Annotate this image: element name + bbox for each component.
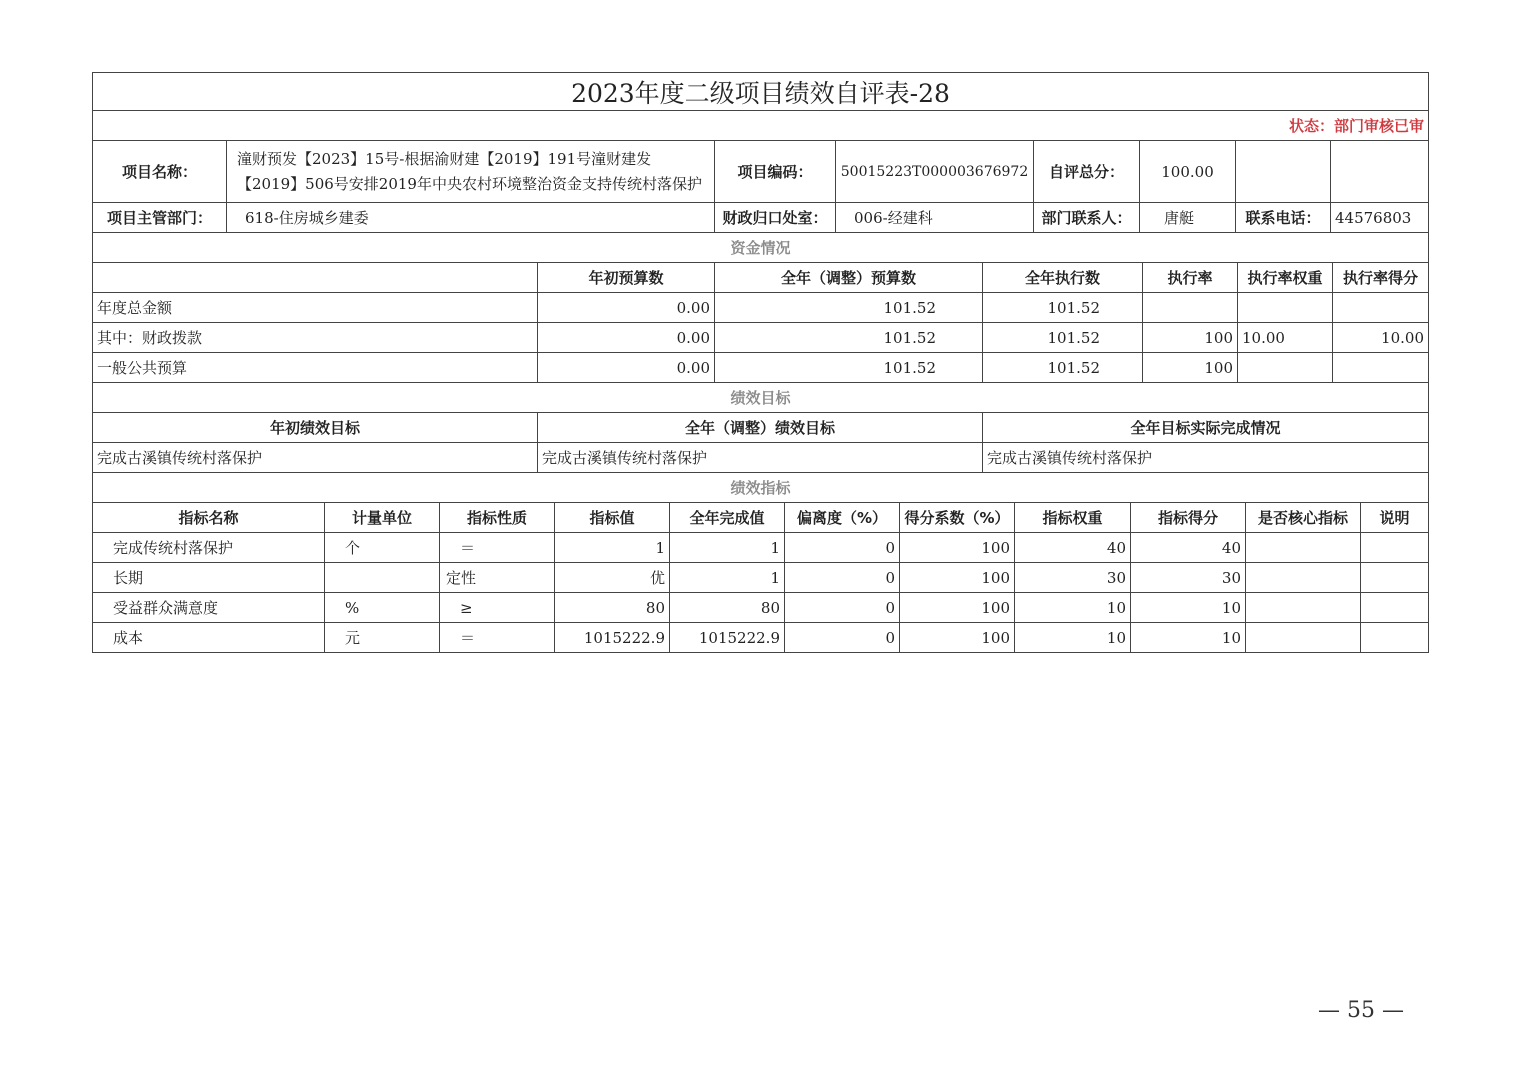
- indicator-weight: 10: [1015, 623, 1131, 653]
- indicator-coef: 100: [900, 563, 1015, 593]
- goal-actual: 完成古溪镇传统村落保护: [983, 443, 1429, 473]
- indicator-unit: %: [325, 593, 440, 623]
- score-label: 自评总分：: [1034, 141, 1140, 203]
- indicator-name: 受益群众满意度: [93, 593, 325, 623]
- indicator-header: 计量单位: [325, 503, 440, 533]
- funds-header-blank: [93, 263, 538, 293]
- funds-header: 全年执行数: [983, 263, 1143, 293]
- project-code-label: 项目编码：: [715, 141, 836, 203]
- indicator-target: 优: [555, 563, 670, 593]
- funds-rate: 100: [1143, 353, 1238, 383]
- funds-rate: 100: [1143, 323, 1238, 353]
- funds-row: [93, 323, 1429, 353]
- empty-cell: [1331, 141, 1429, 203]
- funds-executed: 101.52: [983, 353, 1143, 383]
- funds-initial: 0.00: [538, 323, 715, 353]
- funds-weight: [1238, 293, 1333, 323]
- funds-executed: 101.52: [983, 293, 1143, 323]
- phone-value: 44576803: [1331, 203, 1429, 233]
- indicator-row: [93, 593, 1429, 623]
- indicator-nature: ＝: [440, 623, 555, 653]
- indicator-name: 完成传统村落保护: [93, 533, 325, 563]
- funds-executed: 101.52: [983, 323, 1143, 353]
- indicator-note: [1361, 593, 1429, 623]
- goals-table: [92, 382, 1429, 473]
- indicator-nature: ＝: [440, 533, 555, 563]
- indicator-header: 偏离度（%）: [785, 503, 900, 533]
- page-title: 2023年度二级项目绩效自评表-28: [93, 73, 1429, 111]
- funds-header: 执行率: [1143, 263, 1238, 293]
- indicator-target: 1: [555, 533, 670, 563]
- contact-label: 部门联系人：: [1034, 203, 1140, 233]
- funds-row-name: 年度总金额: [93, 293, 538, 323]
- indicator-name: 成本: [93, 623, 325, 653]
- funds-weight: [1238, 353, 1333, 383]
- indicator-row: [93, 563, 1429, 593]
- indicator-unit: 元: [325, 623, 440, 653]
- status-text: 状态：部门审核已审: [93, 111, 1429, 141]
- finance-value: 006-经建科: [836, 203, 1034, 233]
- funds-weight: 10.00: [1238, 323, 1333, 353]
- indicator-score: 30: [1131, 563, 1246, 593]
- dept-value: 618-住房城乡建委: [227, 203, 715, 233]
- indicator-note: [1361, 563, 1429, 593]
- indicator-nature: ≥: [440, 593, 555, 623]
- indicator-coef: 100: [900, 593, 1015, 623]
- funds-adjusted: 101.52: [715, 323, 983, 353]
- evaluation-form: [92, 72, 1428, 653]
- project-code-value: 50015223T000003676972: [836, 141, 1034, 203]
- indicator-coef: 100: [900, 533, 1015, 563]
- indicator-unit: 个: [325, 533, 440, 563]
- score-value: 100.00: [1140, 141, 1236, 203]
- indicator-header: 指标名称: [93, 503, 325, 533]
- funds-row: [93, 353, 1429, 383]
- funds-initial: 0.00: [538, 353, 715, 383]
- indicator-row: [93, 533, 1429, 563]
- indicator-actual: 1: [670, 563, 785, 593]
- funds-initial: 0.00: [538, 293, 715, 323]
- indicator-note: [1361, 533, 1429, 563]
- indicator-deviation: 0: [785, 533, 900, 563]
- indicator-target: 80: [555, 593, 670, 623]
- indicators-section-title: 绩效指标: [93, 473, 1429, 503]
- goal-adjusted: 完成古溪镇传统村落保护: [538, 443, 983, 473]
- indicator-header: 指标权重: [1015, 503, 1131, 533]
- indicator-note: [1361, 623, 1429, 653]
- indicator-core: [1246, 533, 1361, 563]
- indicator-score: 10: [1131, 623, 1246, 653]
- project-name-value: 潼财预发【2023】15号-根据渝财建【2019】191号潼财建发【2019】506号安排2019年中央农村环境整治资金支持传统村落保护: [227, 141, 715, 203]
- indicator-score: 40: [1131, 533, 1246, 563]
- indicator-row: [93, 623, 1429, 653]
- funds-header: 执行率得分: [1333, 263, 1429, 293]
- indicator-coef: 100: [900, 623, 1015, 653]
- dept-label: 项目主管部门：: [93, 203, 227, 233]
- indicator-header: 说明: [1361, 503, 1429, 533]
- indicator-weight: 40: [1015, 533, 1131, 563]
- empty-cell: [1236, 141, 1331, 203]
- indicator-core: [1246, 563, 1361, 593]
- indicator-header: 是否核心指标: [1246, 503, 1361, 533]
- indicator-header: 指标性质: [440, 503, 555, 533]
- indicator-header: 指标得分: [1131, 503, 1246, 533]
- finance-label: 财政归口处室：: [715, 203, 836, 233]
- project-info-table: [92, 72, 1429, 233]
- project-name-label: 项目名称：: [93, 141, 227, 203]
- goal-initial: 完成古溪镇传统村落保护: [93, 443, 538, 473]
- indicator-core: [1246, 593, 1361, 623]
- indicator-actual: 80: [670, 593, 785, 623]
- indicator-deviation: 0: [785, 593, 900, 623]
- indicator-header: 全年完成值: [670, 503, 785, 533]
- indicator-deviation: 0: [785, 563, 900, 593]
- goals-header: 全年（调整）绩效目标: [538, 413, 983, 443]
- funds-header: 执行率权重: [1238, 263, 1333, 293]
- indicator-actual: 1015222.9: [670, 623, 785, 653]
- funds-table: [92, 232, 1429, 383]
- indicator-deviation: 0: [785, 623, 900, 653]
- indicator-header: 指标值: [555, 503, 670, 533]
- contact-value: 唐艇: [1140, 203, 1236, 233]
- funds-rate: [1143, 293, 1238, 323]
- funds-header: 年初预算数: [538, 263, 715, 293]
- funds-adjusted: 101.52: [715, 353, 983, 383]
- goals-section-title: 绩效目标: [93, 383, 1429, 413]
- indicator-weight: 10: [1015, 593, 1131, 623]
- funds-score: [1333, 353, 1429, 383]
- funds-row-name: 其中：财政拨款: [93, 323, 538, 353]
- funds-score: 10.00: [1333, 323, 1429, 353]
- indicator-core: [1246, 623, 1361, 653]
- indicator-nature: 定性: [440, 563, 555, 593]
- goals-header: 全年目标实际完成情况: [983, 413, 1429, 443]
- page-number: — 55 —: [1318, 998, 1404, 1023]
- goals-header: 年初绩效目标: [93, 413, 538, 443]
- indicator-name: 长期: [93, 563, 325, 593]
- funds-row: [93, 293, 1429, 323]
- funds-adjusted: 101.52: [715, 293, 983, 323]
- indicator-target: 1015222.9: [555, 623, 670, 653]
- indicator-actual: 1: [670, 533, 785, 563]
- phone-label: 联系电话：: [1236, 203, 1331, 233]
- funds-row-name: 一般公共预算: [93, 353, 538, 383]
- indicator-weight: 30: [1015, 563, 1131, 593]
- indicators-table: [92, 472, 1429, 653]
- funds-header: 全年（调整）预算数: [715, 263, 983, 293]
- funds-score: [1333, 293, 1429, 323]
- indicator-header: 得分系数（%）: [900, 503, 1015, 533]
- funds-section-title: 资金情况: [93, 233, 1429, 263]
- indicator-score: 10: [1131, 593, 1246, 623]
- indicator-unit: [325, 563, 440, 593]
